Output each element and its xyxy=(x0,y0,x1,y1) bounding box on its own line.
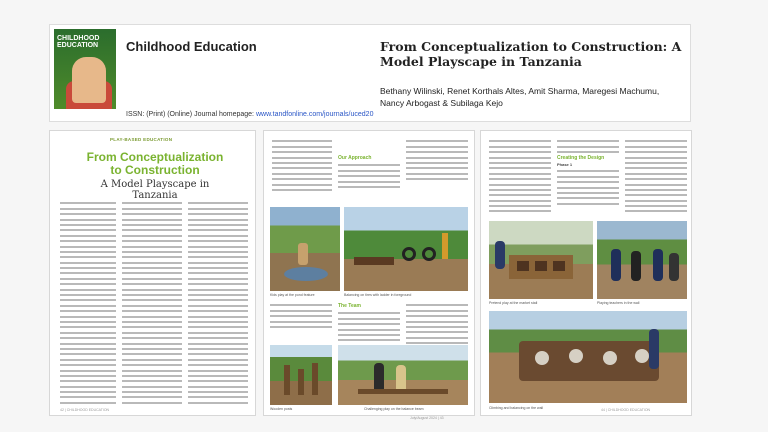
text-line xyxy=(272,151,332,153)
text-line xyxy=(122,359,182,361)
text-line xyxy=(406,140,468,142)
text-line xyxy=(60,272,116,274)
text-line xyxy=(272,140,332,142)
text-line xyxy=(122,380,182,382)
heading-creating-design: Creating the Design xyxy=(557,155,605,161)
body-column-3 xyxy=(188,199,248,407)
text-line xyxy=(406,342,468,344)
photo-tires-ladder xyxy=(344,207,468,291)
text-line xyxy=(625,210,687,212)
text-line xyxy=(122,396,182,398)
body-column-4 xyxy=(625,137,687,216)
text-line xyxy=(188,348,248,350)
page-title xyxy=(80,151,230,177)
text-line xyxy=(406,167,468,169)
text-line xyxy=(188,332,248,334)
text-line xyxy=(338,170,400,172)
cover-child xyxy=(72,57,106,103)
text-line xyxy=(122,375,182,377)
text-line xyxy=(338,318,400,320)
text-line xyxy=(272,178,332,180)
caption-tires: Balancing on tires with ladder in foreground xyxy=(344,293,412,297)
text-line xyxy=(60,380,116,382)
text-line xyxy=(122,402,182,404)
text-line xyxy=(60,321,116,323)
text-line xyxy=(406,326,468,328)
caption-posts: Wooden posts xyxy=(270,407,293,411)
text-line xyxy=(122,294,182,296)
caption-balance-beam: Challenging play on the balance beam xyxy=(364,407,424,411)
text-line xyxy=(625,184,687,186)
text-line xyxy=(122,256,182,258)
text-line xyxy=(338,334,400,336)
text-line xyxy=(338,175,400,177)
text-line xyxy=(272,189,332,191)
text-line xyxy=(60,256,116,258)
body-column-2 xyxy=(557,137,619,157)
page-footer: 42 | CHILDHOOD EDUCATION xyxy=(60,408,110,412)
text-line xyxy=(122,213,182,215)
text-line xyxy=(188,229,248,231)
text-line xyxy=(60,375,116,377)
text-line xyxy=(188,380,248,382)
text-line xyxy=(489,173,551,175)
text-line xyxy=(625,200,687,202)
text-line xyxy=(60,213,116,215)
text-line xyxy=(122,208,182,210)
body-column-4 xyxy=(270,301,332,331)
text-line xyxy=(122,251,182,253)
text-line xyxy=(625,173,687,175)
text-line xyxy=(406,157,468,159)
text-line xyxy=(406,304,468,306)
text-line xyxy=(60,229,116,231)
caption-pond: Kids play at the pond feature xyxy=(270,293,315,297)
text-line xyxy=(60,337,116,339)
text-line xyxy=(625,178,687,180)
text-line xyxy=(122,289,182,291)
text-line xyxy=(122,310,182,312)
text-line xyxy=(406,315,468,317)
text-line xyxy=(188,402,248,404)
text-line xyxy=(122,386,182,388)
text-line xyxy=(60,267,116,269)
text-line xyxy=(188,321,248,323)
text-line xyxy=(122,343,182,345)
issn-line xyxy=(126,111,373,118)
text-line xyxy=(60,402,116,404)
text-line xyxy=(625,162,687,164)
text-line xyxy=(60,396,116,398)
text-line xyxy=(489,189,551,191)
caption-climbing-wall: Climbing and balancing on the wall xyxy=(489,406,544,410)
text-line xyxy=(272,162,332,164)
text-line xyxy=(122,321,182,323)
text-line xyxy=(60,332,116,334)
text-line xyxy=(188,219,248,221)
text-line xyxy=(188,353,248,355)
text-line xyxy=(188,240,248,242)
text-line xyxy=(338,329,400,331)
text-line xyxy=(188,235,248,237)
text-line xyxy=(270,315,332,317)
body-column-6 xyxy=(406,301,468,348)
body-column-2 xyxy=(338,161,400,191)
text-line xyxy=(188,213,248,215)
text-line xyxy=(60,219,116,221)
text-line xyxy=(122,224,182,226)
photo-market-stall xyxy=(489,221,593,299)
text-line xyxy=(489,205,551,207)
text-line xyxy=(122,262,182,264)
page-2-footer: July/August 2024 | 43 xyxy=(410,416,444,420)
body-column-1 xyxy=(272,137,332,194)
text-line xyxy=(489,162,551,164)
text-line xyxy=(60,343,116,345)
text-line xyxy=(188,294,248,296)
text-line xyxy=(122,272,182,274)
text-line xyxy=(188,267,248,269)
text-line xyxy=(60,278,116,280)
text-line xyxy=(60,224,116,226)
section-label: PLAY-BASED EDUCATION xyxy=(110,137,173,142)
text-line xyxy=(60,283,116,285)
text-line xyxy=(60,326,116,328)
article-page-1 xyxy=(49,130,256,416)
text-line xyxy=(122,353,182,355)
text-line xyxy=(60,202,116,204)
subheading-phase-1: Phase 1 xyxy=(557,162,573,167)
text-line xyxy=(557,140,619,142)
text-line xyxy=(122,348,182,350)
text-line xyxy=(188,310,248,312)
text-line xyxy=(188,278,248,280)
text-line xyxy=(625,205,687,207)
page-subtitle: A Model Playscape in Tanzania xyxy=(100,179,210,201)
text-line xyxy=(489,178,551,180)
text-line xyxy=(60,348,116,350)
text-line xyxy=(60,294,116,296)
text-line xyxy=(60,240,116,242)
text-line xyxy=(188,202,248,204)
text-line xyxy=(60,364,116,366)
cover-title: CHILDHOOD EDUCATION xyxy=(57,35,100,49)
photo-climbing-wall xyxy=(489,311,687,403)
text-line xyxy=(406,178,468,180)
text-line xyxy=(122,246,182,248)
text-line xyxy=(188,246,248,248)
text-line xyxy=(406,331,468,333)
text-line xyxy=(625,194,687,196)
text-line xyxy=(188,256,248,258)
article-page-3 xyxy=(480,130,692,416)
text-line xyxy=(406,162,468,164)
photo-wooden-posts xyxy=(270,345,332,405)
page-title-line-1: From Conceptualization xyxy=(86,150,224,164)
text-line xyxy=(625,189,687,191)
text-line xyxy=(557,192,619,194)
text-line xyxy=(188,251,248,253)
text-line xyxy=(557,170,619,172)
text-line xyxy=(122,278,182,280)
text-line xyxy=(270,310,332,312)
text-line xyxy=(60,316,116,318)
text-line xyxy=(188,208,248,210)
body-column-3 xyxy=(557,167,619,208)
text-line xyxy=(122,391,182,393)
body-column-2 xyxy=(122,199,182,407)
text-line xyxy=(188,305,248,307)
text-line xyxy=(60,299,116,301)
page-title-line-2: to Construction xyxy=(110,163,200,177)
text-line xyxy=(489,140,551,142)
text-line xyxy=(60,359,116,361)
text-line xyxy=(122,337,182,339)
text-line xyxy=(272,173,332,175)
text-line xyxy=(188,262,248,264)
text-line xyxy=(625,146,687,148)
text-line xyxy=(557,187,619,189)
article-header-banner xyxy=(49,24,691,122)
text-line xyxy=(122,240,182,242)
caption-teachers-wall: Playing teachers in the wall xyxy=(597,301,640,305)
text-line xyxy=(489,184,551,186)
heading-our-approach: Our Approach xyxy=(338,155,372,161)
text-line xyxy=(60,208,116,210)
text-line xyxy=(122,267,182,269)
article-title: From Conceptualization to Construction: A Model Playscape in Tanzania xyxy=(380,39,682,69)
text-line xyxy=(557,146,619,148)
text-line xyxy=(60,262,116,264)
text-line xyxy=(406,321,468,323)
text-line xyxy=(625,140,687,142)
text-line xyxy=(557,197,619,199)
text-line xyxy=(122,219,182,221)
text-line xyxy=(489,210,551,212)
text-line xyxy=(188,364,248,366)
text-line xyxy=(122,370,182,372)
text-line xyxy=(272,157,332,159)
article-page-2 xyxy=(263,130,475,416)
text-line xyxy=(60,353,116,355)
text-line xyxy=(188,391,248,393)
issn-text: ISSN: (Print) (Online) Journal homepage: xyxy=(126,111,256,118)
text-line xyxy=(188,283,248,285)
text-line xyxy=(122,202,182,204)
text-line xyxy=(122,364,182,366)
text-line xyxy=(60,305,116,307)
body-column-1 xyxy=(489,137,551,216)
text-line xyxy=(122,235,182,237)
photo-pond-feature xyxy=(270,207,340,291)
text-line xyxy=(557,151,619,153)
text-line xyxy=(270,326,332,328)
text-line xyxy=(188,359,248,361)
author-list: Bethany Wilinski, Renet Korthals Altes, Amit Sharma, Maregesi Machumu, Nancy Arbogast & Subilaga Kejo xyxy=(380,86,660,108)
text-line xyxy=(188,326,248,328)
text-line xyxy=(338,312,400,314)
text-line xyxy=(60,289,116,291)
text-line xyxy=(272,184,332,186)
text-line xyxy=(338,323,400,325)
journal-cover-image xyxy=(54,29,116,109)
photo-balance-beam xyxy=(338,345,468,405)
text-line xyxy=(489,167,551,169)
text-line xyxy=(270,304,332,306)
text-line xyxy=(60,386,116,388)
text-line xyxy=(188,289,248,291)
text-line xyxy=(122,283,182,285)
text-line xyxy=(122,305,182,307)
body-column-3 xyxy=(406,137,468,184)
text-line xyxy=(557,176,619,178)
text-line xyxy=(60,246,116,248)
text-line xyxy=(338,164,400,166)
caption-market-stall: Pretend play at the market stall xyxy=(489,301,538,305)
text-line xyxy=(188,224,248,226)
text-line xyxy=(406,151,468,153)
text-line xyxy=(60,310,116,312)
text-line xyxy=(122,229,182,231)
text-line xyxy=(188,343,248,345)
text-line xyxy=(489,200,551,202)
text-line xyxy=(122,332,182,334)
text-line xyxy=(188,337,248,339)
text-line xyxy=(188,316,248,318)
text-line xyxy=(406,173,468,175)
text-line xyxy=(122,299,182,301)
text-line xyxy=(557,181,619,183)
text-line xyxy=(272,167,332,169)
text-line xyxy=(338,181,400,183)
body-column-1 xyxy=(60,199,116,407)
text-line xyxy=(489,194,551,196)
text-line xyxy=(270,321,332,323)
photo-teachers-wall xyxy=(597,221,687,299)
text-line xyxy=(60,370,116,372)
text-line xyxy=(60,235,116,237)
text-line xyxy=(406,310,468,312)
text-line xyxy=(557,203,619,205)
text-line xyxy=(122,326,182,328)
text-line xyxy=(188,370,248,372)
text-line xyxy=(188,396,248,398)
body-column-5 xyxy=(338,309,400,350)
text-line xyxy=(489,146,551,148)
text-line xyxy=(188,386,248,388)
text-line xyxy=(625,167,687,169)
text-line xyxy=(625,157,687,159)
heading-the-team: The Team xyxy=(338,303,361,309)
page-footer: 44 | CHILDHOOD EDUCATION xyxy=(601,408,651,412)
text-line xyxy=(188,272,248,274)
text-line xyxy=(489,157,551,159)
text-line xyxy=(406,146,468,148)
text-line xyxy=(188,299,248,301)
text-line xyxy=(338,339,400,341)
text-line xyxy=(60,251,116,253)
text-line xyxy=(489,151,551,153)
text-line xyxy=(60,391,116,393)
text-line xyxy=(122,316,182,318)
journal-name: Childhood Education xyxy=(126,39,257,54)
text-line xyxy=(406,337,468,339)
text-line xyxy=(625,151,687,153)
text-line xyxy=(188,375,248,377)
journal-homepage-link[interactable]: www.tandfonline.com/journals/uced20 xyxy=(255,111,374,118)
text-line xyxy=(338,186,400,188)
text-line xyxy=(272,146,332,148)
